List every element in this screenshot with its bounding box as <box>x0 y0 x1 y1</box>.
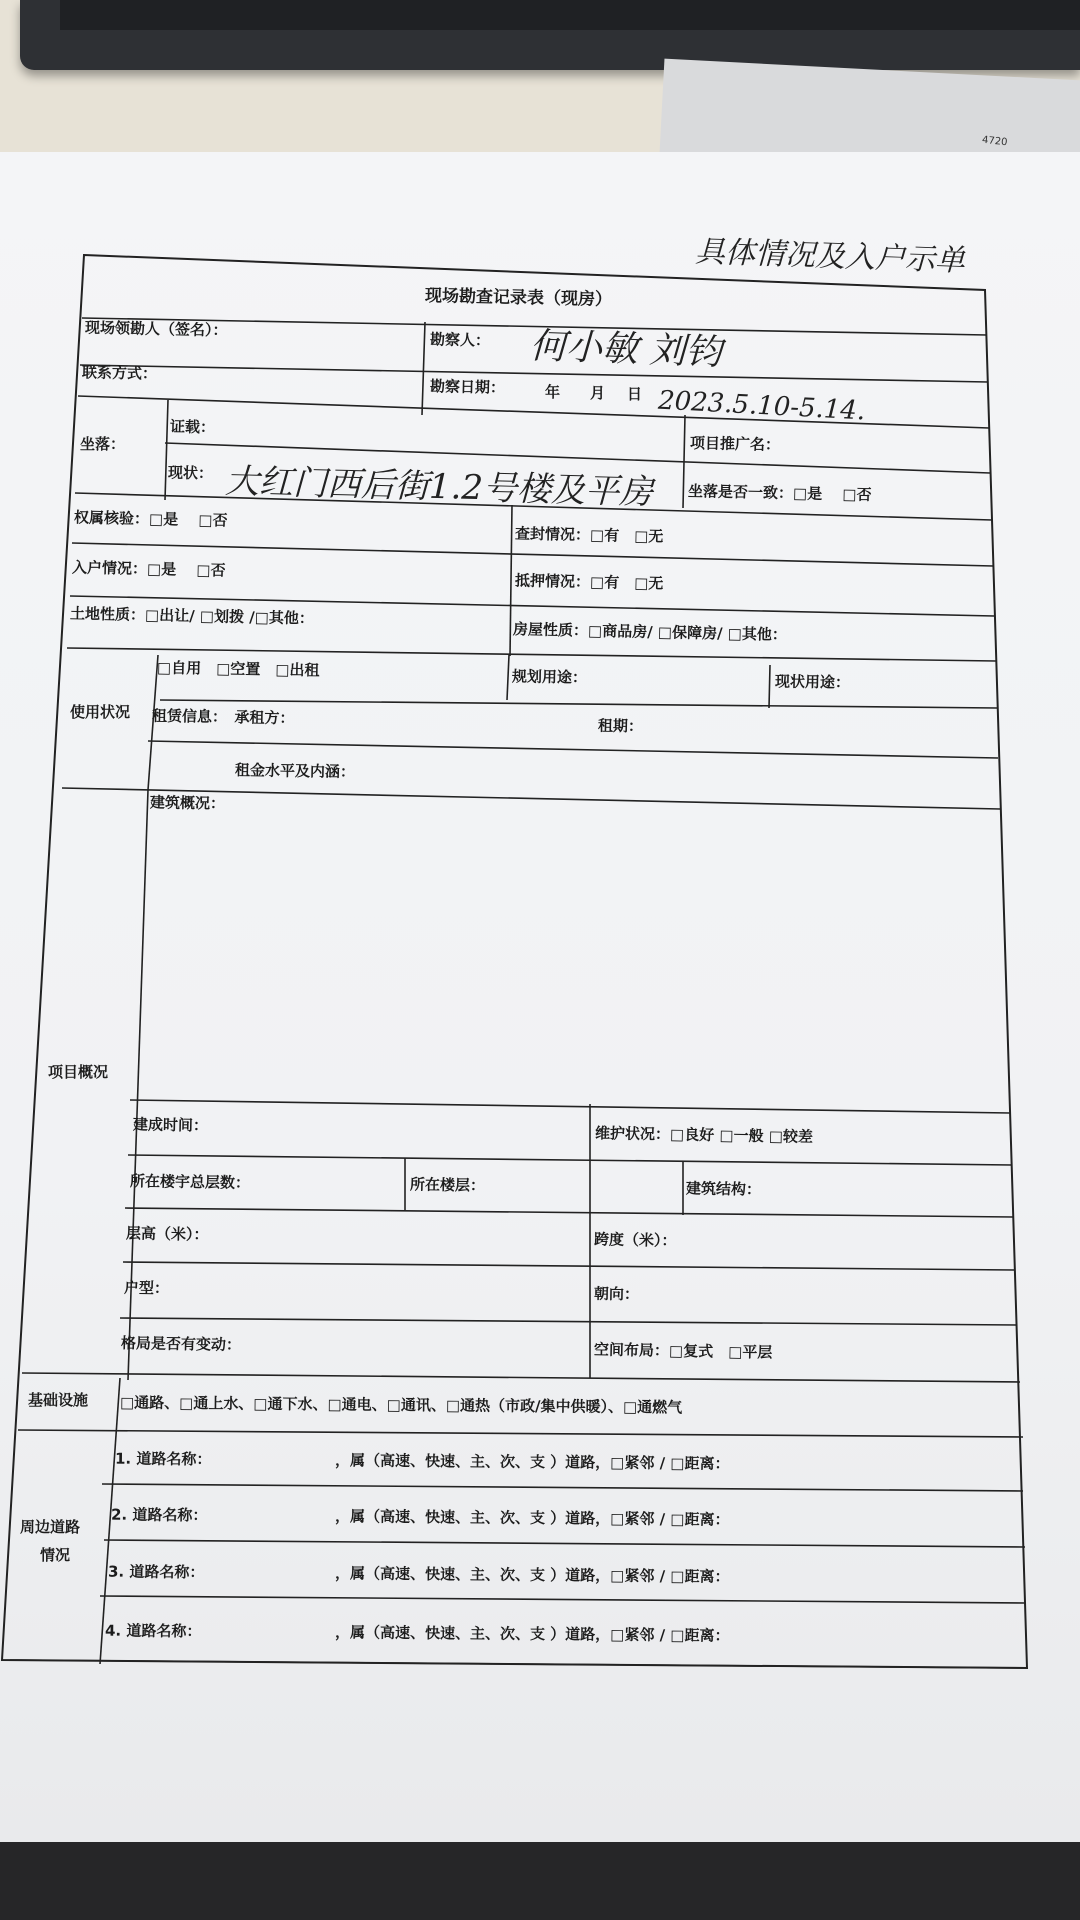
infrastructure-label: 基础设施 <box>28 1391 89 1409</box>
road-1-type-field: ，属（高速、快速、主、次、支 ）道路，□紧邻 / □距离： <box>334 1451 730 1473</box>
project-name-label: 项目推广名： <box>689 434 781 454</box>
road-4-type-field: ，属（高速、快速、主、次、支 ）道路，□紧邻 / □距离： <box>334 1623 730 1645</box>
lead-person-label: 现场领勘人（签名）： <box>84 318 228 340</box>
unit-type-label: 户型： <box>123 1278 170 1298</box>
current-use-label: 现状用途： <box>774 672 851 692</box>
surrounding-roads-label-2: 情况 <box>40 1546 71 1564</box>
handwritten-inspectors: 何小敏 刘钧 <box>529 325 723 374</box>
handwritten-current-status: 大红门西后街1.2号楼及平房 <box>224 461 654 513</box>
location-label: 坐落： <box>80 435 126 453</box>
contact-label: 联系方式： <box>81 363 158 383</box>
rent-level-label: 租金水平及内涵： <box>234 760 356 782</box>
road-2-name-label: 2. 道路名称： <box>110 1505 208 1525</box>
land-nature-field: 土地性质：□出让/ □划拨 /□其他： <box>69 604 315 628</box>
floor-label: 所在楼层： <box>409 1175 486 1195</box>
ownership-field: 权属核验：□是 □否 <box>73 508 228 530</box>
form-title: 现场勘查记录表（现房） <box>424 286 613 310</box>
handwritten-header-note: 具体情况及入户示单 <box>694 234 966 279</box>
project-overview-label: 项目概况 <box>48 1063 109 1081</box>
lease-term-label: 租期： <box>597 716 644 736</box>
month-label: 月 <box>590 384 606 402</box>
day-label: 日 <box>627 385 643 403</box>
usage-options-field: □自用 □空置 □出租 <box>156 658 320 680</box>
inspector-label: 勘察人： <box>429 330 491 350</box>
current-status-label: 现状： <box>167 463 214 483</box>
year-label: 年 <box>545 383 561 401</box>
planned-use-label: 规划用途： <box>511 667 588 687</box>
lease-info-label: 租赁信息： 承租方： <box>151 706 295 728</box>
road-3-type-field: ，属（高速、快速、主、次、支 ）道路，□紧邻 / □距离： <box>334 1564 730 1586</box>
maintenance-field: 维护状况：□良好 □一般 □较差 <box>594 1124 814 1146</box>
total-floors-label: 所在楼宇总层数： <box>129 1171 251 1193</box>
infrastructure-items: □通路、□通上水、□通下水、□通电、□通讯、□通热（市政/集中供暖）、□通燃气 <box>119 1393 683 1417</box>
entry-status-field: 入户情况：□是 □否 <box>71 558 226 580</box>
space-layout-field: 空间布局：□复式 □平层 <box>593 1340 773 1362</box>
certificate-label: 证载： <box>169 417 216 437</box>
building-overview-label: 建筑概况： <box>149 793 226 813</box>
mortgage-status-field: 抵押情况：□有 □无 <box>514 571 664 593</box>
layout-change-label: 格局是否有变动： <box>120 1333 242 1355</box>
usage-status-label: 使用状况 <box>70 703 131 721</box>
floor-height-label: 层高（米）： <box>125 1224 209 1244</box>
orientation-label: 朝向： <box>593 1284 640 1304</box>
handwritten-date: 2023.5.10-5.14. <box>657 385 866 427</box>
completion-time-label: 建成时间： <box>132 1115 209 1135</box>
seal-status-field: 查封情况：□有 □无 <box>514 524 664 546</box>
structure-label: 建筑结构： <box>685 1179 762 1199</box>
house-nature-field: 房屋性质：□商品房/ □保障房/ □其他： <box>512 620 788 644</box>
background-sheet-number: 4720 <box>981 134 1008 149</box>
road-1-name-label: 1. 道路名称： <box>114 1449 212 1469</box>
surrounding-roads-label: 周边道路 <box>20 1518 81 1536</box>
road-2-type-field: ，属（高速、快速、主、次、支 ）道路，□紧邻 / □距离： <box>334 1507 730 1529</box>
span-label: 跨度（米）： <box>593 1230 677 1250</box>
road-4-name-label: 4. 道路名称： <box>104 1621 202 1641</box>
location-match-field: 坐落是否一致：□是 □否 <box>687 482 872 504</box>
road-3-name-label: 3. 道路名称： <box>107 1562 205 1582</box>
survey-date-label: 勘察日期： <box>429 377 506 397</box>
